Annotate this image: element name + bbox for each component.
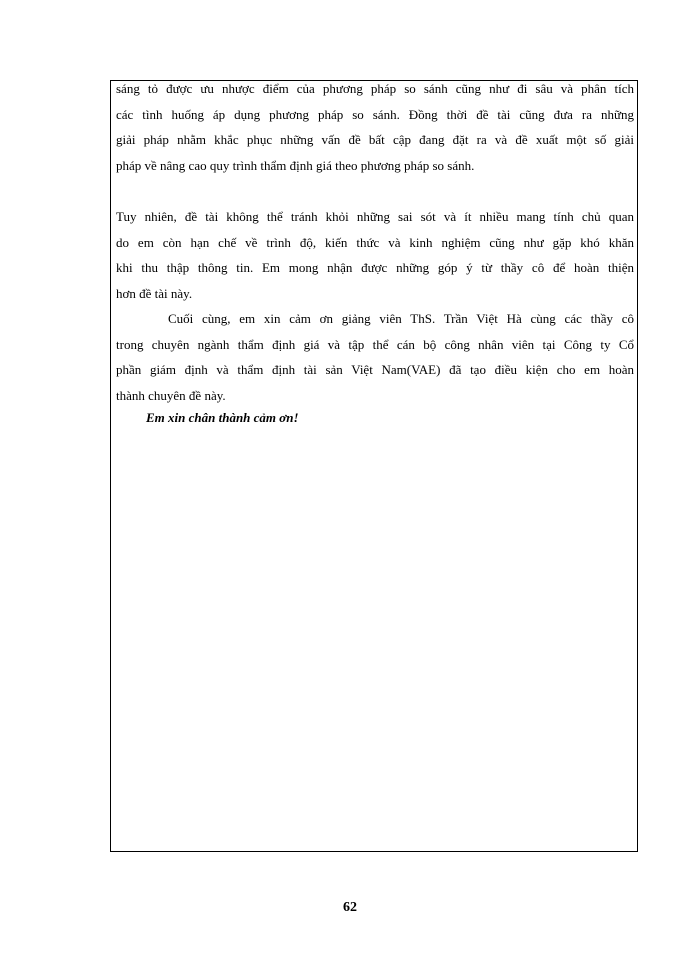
paragraph-1-line: sáng tỏ được ưu nhược điểm của phương pháp so sánh cũng như đi sâu và phân tích	[116, 81, 634, 96]
paragraph-3-line: thành chuyên đề này.	[116, 387, 226, 403]
paragraph-2-line: hơn đề tài này.	[116, 285, 193, 301]
paragraph-3	[116, 306, 634, 408]
paragraph-2-line: Tuy nhiên, đề tài không thể tránh khỏi những sai sót và ít nhiều mang tính chủ quan	[116, 209, 634, 224]
paragraph-1-line: các tình huống áp dụng phương pháp so sánh. Đồng thời đề tài cũng đưa ra những	[116, 106, 634, 122]
paragraph-2-line: khi thu thập thông tin. Em mong nhận được những góp ý từ thầy cô để hoàn thiện	[116, 260, 634, 275]
closing-thanks: Em xin chân thành cảm ơn!	[146, 410, 299, 425]
paragraph-2	[116, 204, 634, 306]
paragraph-1	[116, 76, 634, 178]
page-border-frame	[110, 80, 638, 852]
paragraph-1-line: pháp về nâng cao quy trình thẩm định giá theo phương pháp so sánh.	[116, 157, 475, 173]
paragraph-3-line: Cuối cùng, em xin cảm ơn giảng viên ThS. Trần Việt Hà cùng các thầy cô	[168, 311, 634, 326]
page-number: 62	[343, 900, 357, 915]
paragraph-1-line: giải pháp nhằm khắc phục những vấn đề bất cập đang đặt ra và đề xuất một số giải	[116, 132, 634, 147]
paragraph-2-line: do em còn hạn chế về trình độ, kiến thức và kinh nghiệm cũng như gặp khó khăn	[116, 234, 634, 250]
paragraph-3-line: trong chuyên ngành thẩm định giá và tập thể cán bộ công nhân viên tại Công ty Cổ	[116, 336, 634, 352]
paragraph-3-line: phần giám định và thẩm định tài sản Việt Nam(VAE) đã tạo điều kiện cho em hoàn	[116, 362, 634, 377]
